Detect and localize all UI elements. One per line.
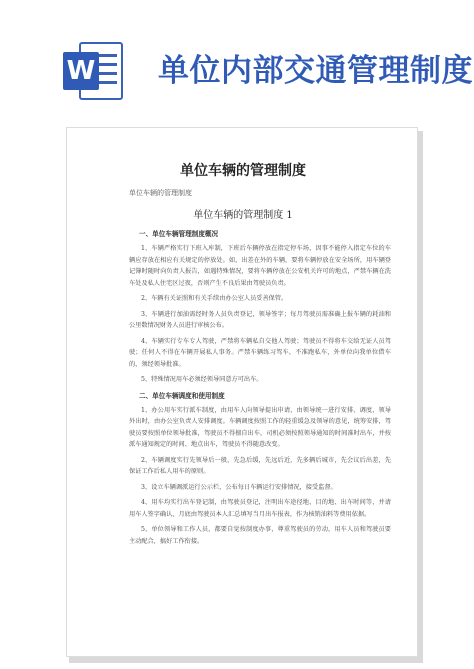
paragraph: 3、设立车辆调派运行公示栏，公布每日车辆运行安排情况，接受监督。 <box>141 483 337 491</box>
paragraph: 3、车辆进行加油需经时务人员负责登记，领导签字；每月驾驶员需准确上报车辆的耗油和公里数情况财务人员进行审核公布。 <box>129 310 391 329</box>
document-preview[interactable] <box>66 127 422 661</box>
section-heading: 二、单位车辆调度和使用制度 <box>139 391 225 400</box>
paragraph: 1、车辆严格实行下班入库制，下班后车辆停放在指定停车场，因事不能停入指定车位的车辆应存放在相应有关规定的停放处。如，出差在外的车辆，要将车辆停放在安全场所，用车辆登记簿时随时向负责人报告，如遇特殊情况，要将车辆停放在公安机关许可的地点，严禁车辆在洗车处及私人住宅区过夜，否则产生不良后果由驾驶员负责。 <box>129 245 391 287</box>
document-subtitle: 单位车辆的管理制度 <box>129 189 192 197</box>
banner-title: 单位内部交通管理制度 <box>158 53 473 89</box>
paragraph: 5、单位领导和工作人员，都要自觉按制度办事，尊重驾驶员的劳动，用车人员和驾驶员要主动配合，搞好工作衔接。 <box>129 526 391 545</box>
document-page <box>66 127 418 657</box>
paragraph: 1、办公用车实行派车制度，由用车人向领导提出申请，由领导统一进行安排、调度，领导外出时，由办公室负责人安排调度。车辆调度按照工作的轻重缓急及领导的意见，统筹安排，驾驶员要按照单位领导批准，驾驶员不得擅自出车，司机必须按照领导通知的时间准时出车，并按派车通知规定的时间、地点出车，驾驶员不得随意改变。 <box>129 406 391 448</box>
paragraph: 4、用车均实行出车登记制，由驾驶员登记，注明出车途径地、目的地、出车时间等，并请用车人签字确认，月底由驾驶员本人汇总填写当月出车报表，作为核销油料等费用依据。 <box>129 499 391 518</box>
word-document-icon <box>57 36 127 106</box>
paragraph: 2、车辆调度实行先领导后一般，先急后缓，先远后近，先多辆后城市，先会议后出差，先保证工作后私人用车的原则。 <box>129 456 391 475</box>
document-title: 单位车辆的管理制度 <box>180 163 306 179</box>
section-heading: 一、单位车辆管理制度概况 <box>139 230 219 238</box>
paragraph: 4、车辆实行专车专人驾驶，严禁将车辆私自交他人驾驶；驾驶员不得将车交给无证人员驾驶；任何人不得在车辆开展私人事务。严禁车辆练习驾车，不准跑私车，外单位向我单位借车的，须经领导批准。 <box>129 337 391 368</box>
document-body <box>129 224 391 551</box>
document-heading: 单位车辆的管理制度 1 <box>193 210 293 221</box>
header-banner <box>0 0 474 110</box>
word-badge: W <box>63 52 99 90</box>
paragraph: 2、车辆有关证照和有关手续由办公室人员妥善保管。 <box>141 295 288 302</box>
paragraph: 5、特殊情况用车必须经领导同意方可出车。 <box>141 376 263 383</box>
